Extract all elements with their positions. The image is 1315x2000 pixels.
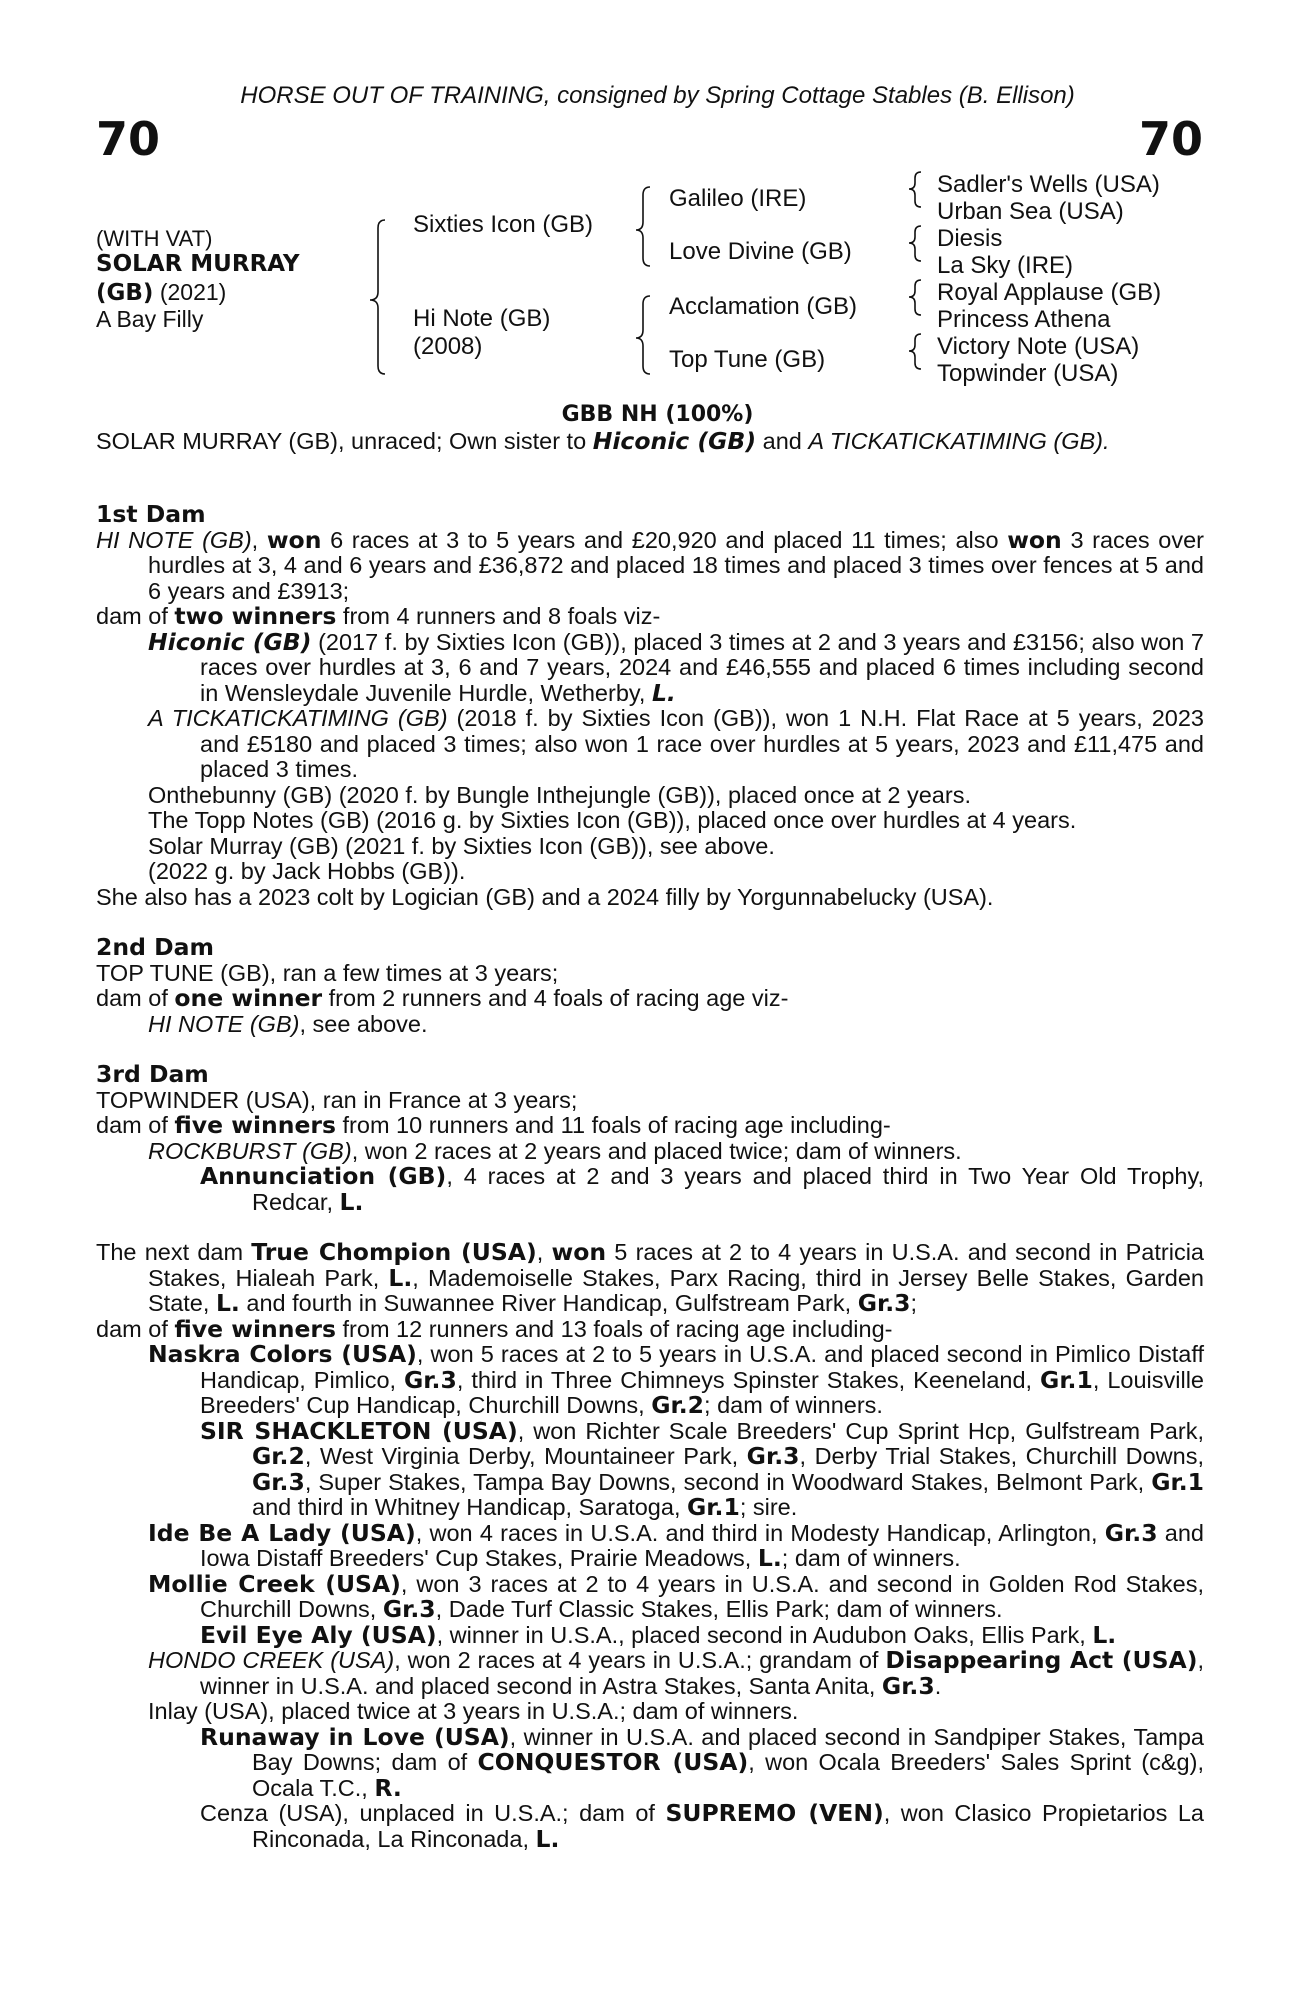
horse-name: SOLAR MURRAY xyxy=(96,251,300,277)
bracket-gen2-bottom xyxy=(636,296,650,374)
pedigree-brackets xyxy=(0,0,1315,400)
g3-ancestor: Topwinder (USA) xyxy=(937,360,1119,387)
progeny-entry: SIR SHACKLETON (USA), won Richter Scale Breeders' Cup Sprint Hcp, Gulfstream Park, Gr.2, West Virginia Derby, Mountaineer Park, Gr.3, Derby Trial Stakes, Churchill Downs, Gr.3, Super Stakes, Tampa Bay Downs, second in Woodward Stakes, Belmont Park, Gr.1 and third in Whitney Handicap, Saratoga, Gr.1; sire. xyxy=(200,1416,1205,1521)
section-heading-3rd-dam: 3rd Dam xyxy=(96,1060,209,1088)
horse-description: A Bay Filly xyxy=(96,306,204,332)
bracket-gen3 xyxy=(909,226,921,261)
summary-line: SOLAR MURRAY (GB), unraced; Own sister to Hiconic (GB) and A TICKATICKATIMING (GB). xyxy=(96,427,1110,455)
produce-summary: dam of one winner from 2 runners and 4 foals of racing age viz- xyxy=(96,984,789,1012)
progeny-entry: Inlay (USA), placed twice at 3 years in U.S.A.; dam of winners. xyxy=(148,1698,799,1724)
dam-record: TOP TUNE (GB), ran a few times at 3 years; xyxy=(96,959,559,986)
g3-ancestor: Royal Applause (GB) xyxy=(937,279,1162,306)
produce-summary: dam of five winners from 12 runners and 13 foals of racing age including- xyxy=(96,1314,893,1343)
progeny-entry: Cenza (USA), unplaced in U.S.A.; dam of SUPREMO (VEN), won Clasico Propietarios La Rinconada, La Rinconada, L. xyxy=(200,1799,1205,1853)
rating-line: GBB NH (100%) xyxy=(561,402,754,427)
bracket-gen2-top xyxy=(636,187,650,266)
progeny-entry: HONDO CREEK (USA), won 2 races at 4 years in U.S.A.; grandam of Disappearing Act (USA), winner in U.S.A. and placed second in Astra Stakes, Santa Anita, Gr.3. xyxy=(148,1646,1205,1700)
g3-ancestor: La Sky (IRE) xyxy=(937,252,1074,279)
horse-origin-year: (GB) (2021) xyxy=(96,279,227,306)
vat-note: (WITH VAT) xyxy=(96,226,213,251)
progeny-entry: Annunciation (GB), 4 races at 2 and 3 years and placed third in Two Year Old Trophy, Redcar, L. xyxy=(200,1162,1204,1216)
bracket-gen3 xyxy=(909,334,921,369)
progeny-entry: HI NOTE (GB), see above. xyxy=(148,1010,428,1037)
g3-ancestor: Princess Athena xyxy=(937,306,1111,333)
progeny-entry: ROCKBURST (GB), won 2 races at 2 years and placed twice; dam of winners. xyxy=(148,1137,962,1164)
section-heading-1st-dam: 1st Dam xyxy=(96,500,206,528)
dam-dam: Top Tune (GB) xyxy=(669,346,826,373)
dam-record: HI NOTE (GB), won 6 races at 3 to 5 years and £20,920 and placed 11 times; also won 3 races over hurdles at 3, 4 and 6 years and £36,872 and placed 18 times and placed 3 times over fences at 5 and 6 years and £3913; xyxy=(96,525,1204,604)
sire-dam: Love Divine (GB) xyxy=(669,238,852,265)
progeny-entry: Mollie Creek (USA), won 3 races at 2 to 4 years in U.S.A. and second in Golden Rod Stakes, Churchill Downs, Gr.3, Dade Turf Classic Stakes, Ellis Park; dam of winners. xyxy=(148,1569,1204,1623)
produce-summary: dam of five winners from 10 runners and 11 foals of racing age including- xyxy=(96,1111,891,1139)
bracket-gen1 xyxy=(370,220,385,374)
produce-summary: dam of two winners from 4 runners and 8 foals viz- xyxy=(96,602,661,630)
progeny-entry: The Topp Notes (GB) (2016 g. by Sixties Icon (GB)), placed once over hurdles at 4 years. xyxy=(148,807,1077,833)
progeny-entry: Hiconic (GB) (2017 f. by Sixties Icon (GB)), placed 3 times at 2 and 3 years and £3156; also won 7 races over hurdles at 3, 6 and 7 years, 2024 and £46,555 and placed 6 times including second in Wensleydale Juvenile Hurdle, Wetherby, L. xyxy=(148,627,1204,707)
sire-sire: Galileo (IRE) xyxy=(669,185,807,212)
progeny-entry: Runaway in Love (USA), winner in U.S.A. and placed second in Sandpiper Stakes, Tampa Bay Downs; dam of CONQUESTOR (USA), won Ocala Breeders' Sales Sprint (c&g), Ocala T.C., R. xyxy=(200,1722,1205,1802)
lot-number-right: 70 xyxy=(1138,112,1203,166)
bracket-gen3 xyxy=(909,280,921,315)
dam-year: (2008) xyxy=(413,333,483,360)
sire: Sixties Icon (GB) xyxy=(413,211,594,238)
progeny-entry: Naskra Colors (USA), won 5 races at 2 to 5 years in U.S.A. and placed second in Pimlico Distaff Handicap, Pimlico, Gr.3, third in Three Chimneys Spinster Stakes, Keeneland, Gr.1, Louisville Breeders' Cup Handicap, Churchill Downs, Gr.2; dam of winners. xyxy=(148,1340,1205,1419)
g3-ancestor: Diesis xyxy=(937,225,1003,252)
progeny-entry: A TICKATICKATIMING (GB) (2018 f. by Sixties Icon (GB)), won 1 N.H. Flat Race at 5 years, 2023 and £5180 and placed 3 times; also won 1 race over hurdles at 5 years, 2023 and £11,475 and placed 3 times. xyxy=(148,705,1204,782)
progeny-entry: Evil Eye Aly (USA), winner in U.S.A., placed second in Audubon Oaks, Ellis Park, L. xyxy=(200,1620,1117,1649)
g3-ancestor: Urban Sea (USA) xyxy=(937,198,1124,225)
dam-sire: Acclamation (GB) xyxy=(669,293,858,320)
progeny-entry: (2022 g. by Jack Hobbs (GB)). xyxy=(148,858,466,884)
g3-ancestor: Victory Note (USA) xyxy=(937,333,1140,360)
section-heading-2nd-dam: 2nd Dam xyxy=(96,933,214,961)
progeny-entry: Solar Murray (GB) (2021 f. by Sixties Icon (GB)), see above. xyxy=(148,832,775,859)
progeny-entry: Ide Be A Lady (USA), won 4 races in U.S.A. and third in Modesty Handicap, Arlington, Gr.3 and Iowa Distaff Breeders' Cup Stakes, Prairie Meadows, L.; dam of winners. xyxy=(148,1518,1204,1572)
dam-record: TOPWINDER (USA), ran in France at 3 years; xyxy=(96,1086,578,1113)
consignor-header: HORSE OUT OF TRAINING, consigned by Spring Cottage Stables (B. Ellison) xyxy=(240,82,1075,109)
g3-ancestor: Sadler's Wells (USA) xyxy=(937,171,1160,198)
dam: Hi Note (GB) xyxy=(413,305,551,332)
progeny-entry: Onthebunny (GB) (2020 f. by Bungle Inthejungle (GB)), placed once at 2 years. xyxy=(148,781,971,808)
produce-record xyxy=(96,502,1204,1852)
bracket-gen3 xyxy=(909,172,921,207)
next-dam-record: The next dam True Chompion (USA), won 5 races at 2 to 4 years in U.S.A. and second in Patricia Stakes, Hialeah Park, L., Mademoiselle Stakes, Parx Racing, third in Jersey Belle Stakes, Garden State, L. and fourth in Suwannee River Handicap, Gulfstream Park, Gr.3; xyxy=(96,1238,1204,1317)
lot-number-left: 70 xyxy=(96,112,161,166)
produce-note: She also has a 2023 colt by Logician (GB) and a 2024 filly by Yorgunnabelucky (USA). xyxy=(96,883,994,910)
